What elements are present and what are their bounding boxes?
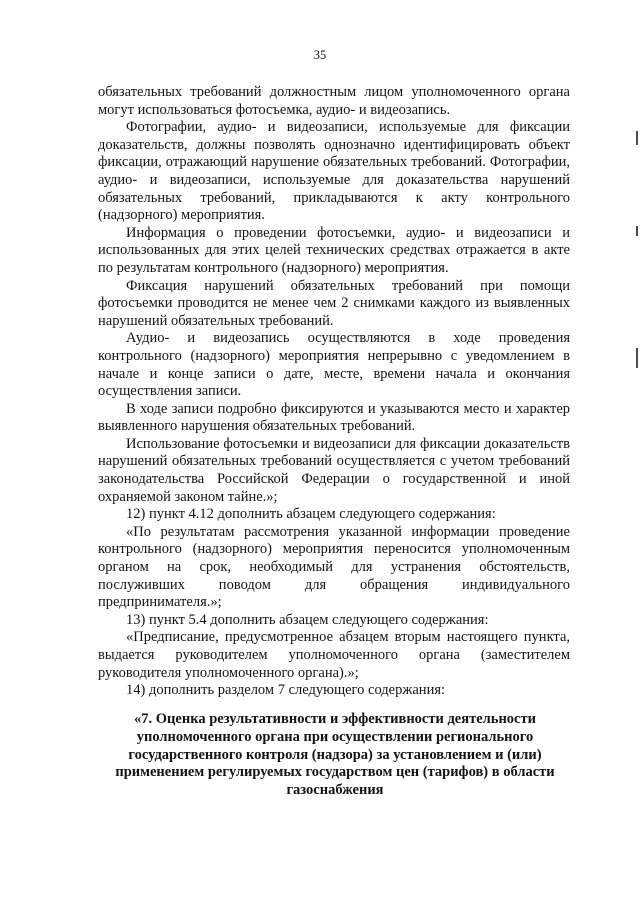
paragraph-item-12: 12) пункт 4.12 дополнить абзацем следующего содержания: <box>126 506 496 523</box>
document-body <box>98 84 570 700</box>
paragraph-photo-evidence: Фотографии, аудио- и видеозаписи, используемые для фиксации доказательств, должны позволять однозначно идентифицировать объект фиксации, отражающий нарушение обязательных требований. Фотографии, аудио- и видеозаписи, используемые для доказательства нарушений обязательных требований, прикладываются к акту контрольного (надзорного) мероприятия. <box>98 119 570 224</box>
paragraph-secrecy: Использование фотосъемки и видеозаписи для фиксации доказательств нарушений обязательных требований осуществляется с учетом требований законодательства Российской Федерации о государственной и иной охраняемой законом тайне.»; <box>98 435 570 505</box>
scan-edge-mark <box>636 131 638 145</box>
scan-edge-mark <box>636 226 638 236</box>
paragraph-continuation: обязательных требований должностным лицом уполномоченного органа могут использоваться фотосъемка, аудио- и видеозапись. <box>98 84 570 118</box>
paragraph-recording-info: Информация о проведении фотосъемки, аудио- и видеозаписи и использованных для этих целей технических средствах отражается в акте по результатам контрольного (надзорного) мероприятия. <box>98 224 570 276</box>
paragraph-item-13: 13) пункт 5.4 дополнить абзацем следующего содержания: <box>126 611 489 628</box>
paragraph-item-12-text: «По результатам рассмотрения указанной информации проведение контрольного (надзорного) мероприятия переносится уполномоченным органом на срок, необходимый для устранения обстоятельств, послуживших поводом для обращения индивидуального предпринимателя.»; <box>98 523 570 611</box>
paragraph-recording-details: В ходе записи подробно фиксируются и указываются место и характер выявленного нарушения обязательных требований. <box>98 400 570 435</box>
paragraph-item-13-text: «Предписание, предусмотренное абзацем вторым настоящего пункта, выдается руководителем уполномоченного органа (заместителем руководителя уполномоченного органа).»; <box>98 629 570 681</box>
scan-edge-mark <box>636 348 638 368</box>
paragraph-photo-fixation: Фиксация нарушений обязательных требований при помощи фотосъемки проводится не менее чем 2 снимками каждого из выявленных нарушений обязательных требований. <box>98 277 570 329</box>
section-heading: «7. Оценка результативности и эффективности деятельности уполномоченного органа при осуществлении регионального государственного контроля (надзора) за установлением и (или) применением регулируемых государством цен (тарифов) в области газоснабжения <box>115 711 555 799</box>
page-number: 35 <box>313 48 327 62</box>
paragraph-item-14: 14) дополнить разделом 7 следующего содержания: <box>126 682 446 699</box>
paragraph-audio-video: Аудио- и видеозапись осуществляются в ходе проведения контрольного (надзорного) мероприятия непрерывно с уведомлением в начале и конце записи о дате, месте, времени начала и окончания осуществления записи. <box>98 330 570 400</box>
